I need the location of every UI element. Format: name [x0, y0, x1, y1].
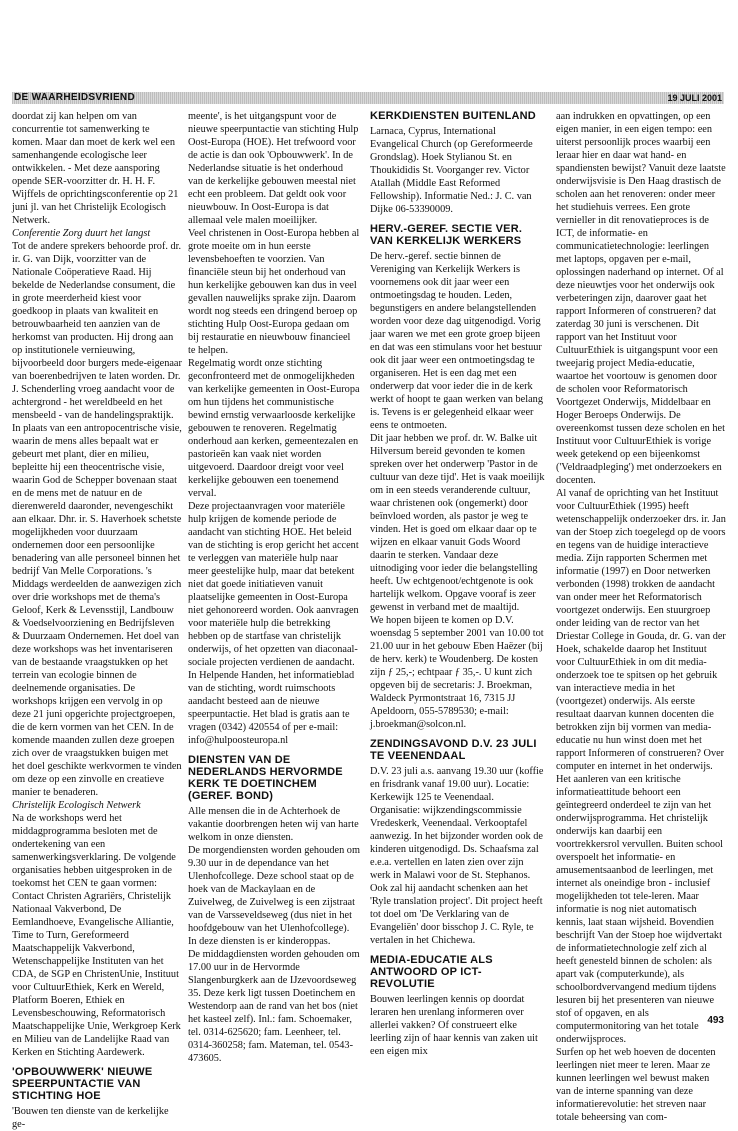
subheading: Christelijk Ecologisch Netwerk [12, 800, 141, 811]
paragraph: Dit jaar hebben we prof. dr. W. Balke uit Hilversum bereid gevonden te komen spreken over het onderwerp 'Pastor in de cultuur van deze tijd'. Het is vaak moeilijk om in een steeds veranderende cultuur, waar christenen ook (ongemerkt) door beïnvloed worden, als pastor je weg te vinden. Het is goed om elkaar daar op te wijzen en elkaar vanuit Gods Woord daarin te sterken. Vandaar deze uitnodiging voor ieder die belangstelling heeft. Uw echtgenoot/echtgenote is ook hartelijk welkom. Opgave vooraf is zeer gewenst in verband met de maaltijd. [370, 433, 545, 613]
paragraph: Het aanleren van een kritische informatieattitude behoort een geïntegreerd onderdeel te zijn van het onderwijsprogramma. Het christelijk onderwijs kan daarbij een voortrekkersrol vervullen. Buiten school overspoelt het informatie- en amusementsaanbod de leerlingen, met internet als oneindige bron - inclusief mogelijkheden tot tele-leren. Maar informatie is nog niet automatisch kennis, laat staan wijsheid. Bovendien beschrijft Van der Stoep hoe wijdvertakt de informatietechnologie zelf zich al heeft genesteld binnen de scholen: als apart vak (computerkunde), als schoolbordvervangend medium tijdens lesuren bij het presenteren van nieuwe stof of opgaven, en als computermonitoring van het totale onderwijsproces. [556, 774, 723, 1045]
paragraph: Na de workshops werd het middagprogramma besloten met de ondertekening van een samenwerkingsverklaring. De volgende organisaties hebben uitgesproken in de toekomst het CEN te gaan vormen: Contact Christen Agrariërs, Christelijk Nationaal Vakverbond, De Eemlandhoeve, Evangelische Alliantie, Time to Turn, Gereformeerd Maatschappelijk Vakverbond, Wetenschappelijke Instituten van het CDA, de SGP en ChristenUnie, Instituut voor CultuurEthiek, Kerk en Wereld, Platform Boeren, Ethiek en Levensbeschouwing, Reformatorisch Maatschappelijke Unie, Werkgroep Kerk en Milieu van de Landelijke Raad van Kerken en Stichting Aardewerk. [12, 813, 181, 1058]
issue-date: 19 JULI 2001 [667, 93, 722, 103]
paragraph: Surfen op het web hoeven de docenten leerlingen niet meer te leren. Maar ze kunnen leerlingen wel bewust maken van de interne spanning van deze informatierevolutie: het streven naar totale beheersing van com- [556, 1047, 716, 1123]
paragraph: Veel christenen in Oost-Europa hebben al grote moeite om in hun eerste levensbehoeften te voorzien. Van financiële steun bij het onderhoud van hun kerkelijke gebouwen kan dus in veel gevallen nauwelijks sprake zijn. Daarom wordt nog steeds een dringend beroep op stichting Hulp Oost-Europa gedaan om bij restauratie en nieuwbouw financieel te helpen. [188, 228, 360, 356]
masthead: DE WAARHEIDSVRIEND [14, 92, 135, 103]
paragraph: 'Bouwen ten dienste van de kerkelijke ge- [12, 1106, 169, 1130]
paragraph: D.V. 23 juli a.s. aanvang 19.30 uur (koffie en frisdrank vanaf 19.00 uur). Locatie: Kerkewijk 125 te Veenendaal. Organisatie: wijkzendingscommissie Vredeskerk, Veenendaal. Verkooptafel aanwezig. In het bijzonder worden ook de kinderen uitgenodigd. Ds. Schaafsma zal e.e.a. vertellen en laten zien over zijn werk in Malawi voor de St. Stephanos. Ook zal hij aandacht schenken aan het 'Ryle translation project'. Dit project heeft tot doel om 'De Verklaring van de Evangeliën' door bisschop J. C. Ryle, te vertalen in het Chichewa. [370, 766, 544, 946]
paragraph: aan indrukken en opvattingen, op een eigen manier, in een eigen tempo: een uiterst persoonlijk proces waarbij een leraar hier en daar wat hand- en spandiensten bewijst? Vanuit deze laatste onderwijsvisie is Den Haag drastisch de scholen aan het renoveren: onder meer het studiehuis verrees. Een grote vernieller in dit renovatieproces is de ICT, de informatie- en communicatietechnologie: leerlingen met laptops, opgaven per e-mail, oplossingen naderhand op internet. Of al deze nieuwtjes voor het onderwijs ook verbeteringen zijn, daarover gaat het rapport Informeren of construeren? dat zaterdag 30 juni is verschenen. Dit rapport van het Instituut voor CultuurEthiek is uitgangspunt voor een tweejarig project Media-educatie, waartoe het voortouw is genomen door de scholen voor Reformatorisch Voortgezet Onderwijs, Middelbaar en Hoger Beroeps Onderwijs. De overeenkomst tussen deze scholen en het Instituut voor CultuurEthiek is vorige week getekend op een bijeenkomst ('Veldraadpleging') met onderzoekers en docenten. [556, 111, 726, 486]
column-2 [188, 110, 360, 1065]
section-heading: HERV.-GEREF. SECTIE VER. VAN KERKELIJK WERKERS [370, 223, 523, 247]
section-heading: 'OPBOUWWERK' NIEUWE SPEERPUNTACTIE VAN STICHTING HOE [12, 1066, 153, 1102]
paragraph: De middagdiensten worden gehouden om 17.00 uur in de Hervormde Slangenburgkerk aan de IJzevoordseweg 35. Deze kerk ligt tussen Doetinchem en Westendorp aan de rand van het bos (niet het kasteel zelf). Inl.: fam. Schoemaker, tel. 0314-625620; fam. Leenheer, tel. 0314-360258; fam. Mateman, tel. 0543-473605. [188, 949, 360, 1064]
paragraph: We hopen bijeen te komen op D.V. woensdag 5 september 2001 van 10.00 tot 21.00 uur in het gebouw Eben Haëzer (bij de herv. kerk) te Woudenberg. De kosten zijn ƒ 25,-; echtpaar ƒ 35,-. U kunt zich opgeven bij de secretaris: J. Broekman, Waldeck Pyrmontstraat 16, 7315 JJ Apeldoorn, 055-5789530; e-mail: j.broekman@solcon.nl. [370, 615, 544, 730]
column-4 [556, 110, 726, 1124]
paragraph: Tot de andere sprekers behoorde prof. dr. ir. G. van Dijk, voorzitter van de Nationale Coöperatieve Raad. Hij bekelde de Nederlandse consument, die in grote meerderheid kiest voor goedkoop in plaats van kwaliteit en betrouwbaarheid ten aanzien van de herkomst van producten. Hij drong aan op institutionele vernieuwing, bijvoorbeeld door burgers mede-eigenaar van boerenbedrijven te laten worden. Dr. J. Schenderling vroeg aandacht voor de achtergrond - het wereldbeeld en het mensbeeld - van de handelingspraktijk. In plaats van een antropocentrische visie, waarin de mens alles bepaalt wat er gebeurt met plant, dier en milieu, bepleitte hij een theocentrische visie, waarin God de Schepper bovenaan staat en de mens met de natuur en de dierenwereld daaronder, nevengeschikt aan elkaar. Dhr. ir. S. Haverhoek schetste mogelijkheden voor duurzaam ondernemen door een persoonlijke benadering van alle personeel binnen het bedrijf Van Melle Corporations. 's Middags werdeelden de aanwezigen zich over drie workshops met de thema's Geloof, Kerk & Levensstijl, Landbouw & Voedselvoorziening en Bedrijfsleven & Duurzaam Ondernemen. Het doel van deze workshops was het inventariseren van de bestaande vraagstukken op het terrein van ecologie binnen de deelnemende organisaties. De workshops krijgen een vervolg in op deze 21 juni opgerichte projectgroepen, die de kern vormen van het CEN. In de komende maanden zullen deze groepen zich over de vraagstukken buigen met het doel geschikte werkvormen te vinden om deze op een zinvolle en creatieve manier te benaderen. [12, 241, 182, 798]
paragraph: De morgendiensten worden gehouden om 9.30 uur in de dependance van het Ulenhofcollege. Deze school staat op de hoek van de Mackaylaan en de Zuivelweg, de Zuivelweg is een zijstraat van de Varsseveldseweg (dus niet in het hoofdgebouw van het Ulenhofcollege). In deze diensten is er kinderoppas. [188, 845, 360, 947]
section-heading: ZENDINGSAVOND D.V. 23 JULI TE VEENENDAAL [370, 738, 537, 762]
section-heading: KERKDIENSTEN BUITENLAND [370, 110, 536, 122]
paragraph: doordat zij kan helpen om van concurrentie tot samenwerking te komen. Maar dan moet de kerk wel een samenhangende ecologische leer ontwikkelen. - Met deze aansporing opende SER-voorzitter dr. H. H. F. Wijffels de oprichtingsconferentie op 21 juni jl. van het Christelijk Ecologisch Netwerk. [12, 111, 179, 226]
paragraph: Larnaca, Cyprus, International Evangelical Church (op Gereformeerde Grondslag). Hoek Stylianou St. en Thoukididis St. Voorganger rev. Victor Atallah (Middle East Reformed Fellowship). Informatie Ned.: J. C. van Dijke 06-53390009. [370, 126, 533, 215]
column-1 [12, 110, 182, 1131]
paragraph: De herv.-geref. sectie binnen de Vereniging van Kerkelijk Werkers is voornemens ook dit jaar weer een ontmoetingsdag te houden. Leden, begunstigers en andere belangstellenden worden voor deze dag uitgenodigd. Vorig jaar waren we met een grote groep bijeen en dat was een stimulans voor het bestuur ook dit jaar weer een ontmoetingsdag te organiseren. Het is een dag met een onderwerp dat voor ieder die in de kerk werkt of hoopt te gaan werken van belang is. Tevens is er gelegenheid elkaar weer eens te ontmoeten. [370, 251, 543, 431]
paragraph: Deze projectaanvragen voor materiële hulp krijgen de komende periode de aandacht van stichting HOE. Het beleid van de stichting is erop gericht het accent te verleggen van materiële hulp naar meer geestelijke hulp, maar dat betekent niet dat goede initiatieven vanuit plaatselijke gemeenten in Oost-Europa niet gehonoreerd worden. Ook aanvragen voor materiële hulp die betrekking hebben op de startfase van christelijk onderwijs, of het opzetten van diaconaal-sociale projecten verdienen de aandacht. In Helpende Handen, het informatieblad van de stichting, wordt ruimschoots aandacht besteed aan de nieuwe speerpuntactie. Het blad is gratis aan te vragen (0342) 420554 of per e-mail: info@hulpoosteuropa.nl [188, 501, 359, 746]
paragraph: Regelmatig wordt onze stichting geconfronteerd met de onmogelijkheden van kerkelijke gemeenten in Oost-Europa om hun tijdens het communistische bewind ernstig verwaarloosde kerkelijke gebouwen te renoveren. Regelmatig onderhoud aan kerken, gemeentezalen en pastorieën kan vaak niet worden uitgevoerd. Daardoor dreigt voor veel kerkelijke gebouwen een toenemend verval. [188, 358, 360, 499]
section-heading: DIENSTEN VAN DE NEDERLANDS HERVORMDE KERK TE DOETINCHEM (GEREF. BOND) [188, 754, 343, 802]
section-heading: MEDIA-EDUCATIE ALS ANTWOORD OP ICT-REVOLUTIE [370, 954, 493, 990]
paragraph: meente', is het uitgangspunt voor de nieuwe speerpuntactie van stichting Hulp Oost-Europa (HOE). Het trefwoord voor de actie is dan ook 'Opbouwwerk'. In de Nederlandse situatie is het onderhoud van de kerkelijke gebouwen meestal niet echt een probleem. Dat geldt ook voor nieuwbouw. In Oost-Europa is dat allemaal vele malen moeilijker. [188, 111, 359, 226]
paragraph: Bouwen leerlingen kennis op doordat leraren hen urenlang informeren over allerlei vakken? Of construeert elke leerling zijn of haar kennis van zaken uit een eigen mix [370, 994, 538, 1057]
subheading: Conferentie Zorg duurt het langst [12, 228, 151, 239]
paragraph: Al vanaf de oprichting van het Instituut voor CultuurEthiek (1995) heeft wetenschappelijk onderzoeker drs. ir. Jan van der Stoep zich toegelegd op de voors en tegens van de huidige interactieve media. Zijn rapporten Schermen met informatie (1997) en Door netwerken verbonden (1998) trokken de aandacht van onder meer het Reformatorisch voortgezet onderwijs. Een stuurgroep onder leiding van de rector van het Driestar College in Gouda, dr. G. van der Hoek, schakelde daarop het Instituut voor CultuurEthiek in om dit media-onderzoek toe te spitsen op het gebruik van interactieve media in het (voortgezet) onderwijs. Als eerste resultaat daarvan kunnen docenten die betrokken zijn bij vormen van media-educatie nu hun winst doen met het rapport Informeren of construeren? Over computer en internet in het onderwijs. [556, 488, 726, 772]
paragraph: Alle mensen die in de Achterhoek de vakantie doorbrengen heten wij van harte welkom in onze diensten. [188, 806, 359, 843]
column-3 [370, 110, 546, 1058]
page-number: 493 [707, 1015, 724, 1026]
